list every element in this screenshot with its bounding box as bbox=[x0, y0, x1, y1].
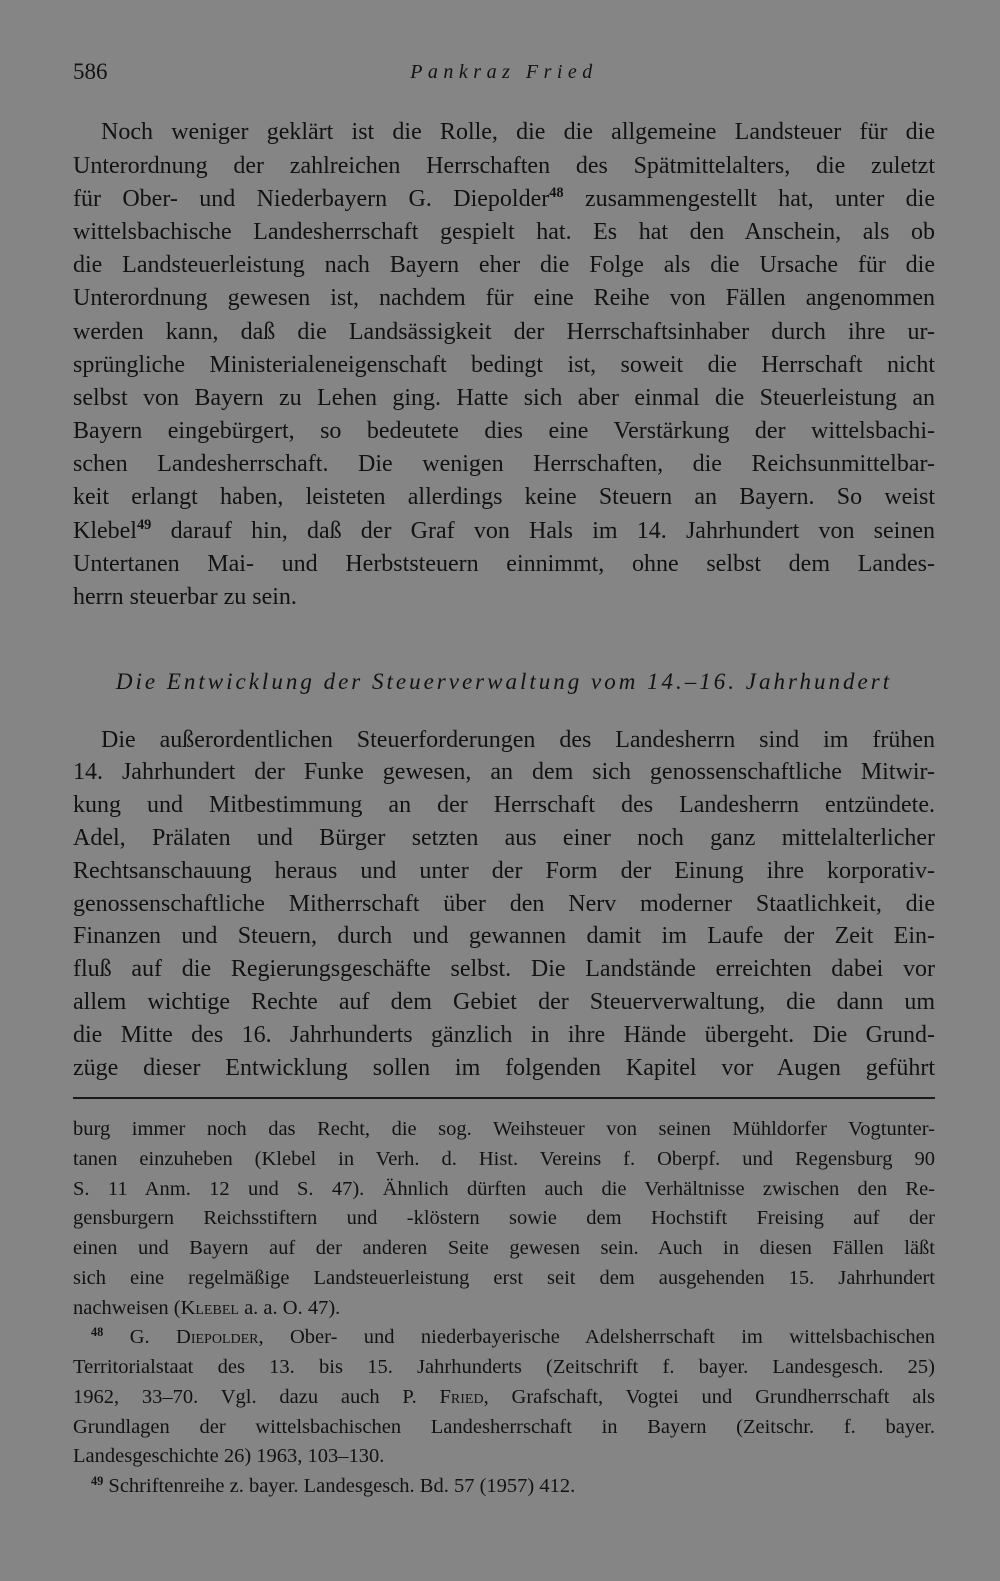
text-line: kung und Mitbestimmung an der Herrschaft des Landesherrn entzündete. bbox=[73, 792, 935, 819]
footnote-reference: 48 bbox=[549, 185, 564, 202]
text-line bbox=[73, 515, 935, 548]
text-line: Untertanen Mai- und Herbststeuern einnimmt, ohne selbst dem Landes- bbox=[73, 550, 935, 577]
text-segment: G. bbox=[103, 1326, 177, 1349]
text-segment: , Ober- und niederbayerische Adelsherrschaft im wittelsbachischen bbox=[258, 1326, 935, 1349]
footnote-reference: 49 bbox=[136, 517, 152, 534]
footnote-marker: 49 bbox=[91, 1473, 104, 1488]
text-line: Unterordnung gewesen ist, nachdem für eine Reihe von Fällen angenommen bbox=[73, 285, 935, 312]
paragraph bbox=[73, 116, 935, 614]
author-name: Diepolder bbox=[176, 1326, 259, 1349]
text-line bbox=[73, 1472, 935, 1502]
text-line: züge dieser Entwicklung sollen im folgenden Kapitel vor Augen geführt bbox=[73, 1054, 935, 1081]
text-line: selbst von Bayern zu Lehen ging. Hatte sich aber einmal die Steuerleistung an bbox=[73, 384, 935, 411]
text-segment: darauf hin, daß der Graf von Hals im 14. Jahrhundert von seinen bbox=[151, 517, 935, 544]
text-line: Territorialstaat des 13. bis 15. Jahrhunderts (Zeitschrift f. bayer. Landesgesch. 25) bbox=[73, 1356, 935, 1379]
text-line: herrn steuerbar zu sein. bbox=[73, 584, 297, 611]
text-segment: Klebel bbox=[73, 517, 137, 544]
text-line: allem wichtige Rechte auf dem Gebiet der Steuerverwaltung, die dann um bbox=[73, 988, 935, 1015]
text-line: die Mitte des 16. Jahrhunderts gänzlich in ihre Hände übergeht. Die Grund- bbox=[73, 1021, 935, 1048]
text-line bbox=[73, 1294, 935, 1324]
text-line: gensburgern Reichsstiftern und -klöstern sowie dem Hochstift Freising auf der bbox=[73, 1207, 935, 1230]
text-segment: a. a. O. 47). bbox=[238, 1296, 341, 1319]
text-line: Unterordnung der zahlreichen Herrschaften des Spätmittelalters, die zuletzt bbox=[73, 152, 935, 179]
author-name: Fried bbox=[439, 1385, 484, 1408]
paragraph bbox=[73, 724, 935, 1085]
text-line: Noch weniger geklärt ist die Rolle, die die allgemeine Landsteuer für die bbox=[101, 119, 935, 146]
text-line: burg immer noch das Recht, die sog. Weihsteuer von seinen Mühldorfer Vogtunter- bbox=[73, 1118, 935, 1141]
footnotes bbox=[73, 1115, 935, 1502]
text-line: Rechtsanschauung heraus und unter der Form der Einung ihre korporativ- bbox=[73, 857, 935, 884]
text-segment: Schriftenreihe z. bayer. Landesgesch. Bd. 57 (1957) 412. bbox=[103, 1475, 576, 1498]
text-line: Die außerordentlichen Steuerforderungen des Landesherrn sind im frühen bbox=[101, 726, 935, 753]
text-line: schen Landesherrschaft. Die wenigen Herrschaften, die Reichsunmittelbar- bbox=[73, 451, 935, 478]
text-segment: für Ober- und Niederbayern G. Diepolder bbox=[73, 185, 550, 212]
running-head: Pankraz Fried bbox=[410, 61, 598, 83]
text-line: tanen einzuheben (Klebel in Verh. d. Hist. Vereins f. Oberpf. und Regensburg 90 bbox=[73, 1147, 935, 1170]
page-number: 586 bbox=[73, 59, 108, 84]
text-line: die Landsteuerleistung nach Bayern eher die Folge als die Ursache für die bbox=[73, 252, 935, 279]
page-header bbox=[73, 56, 935, 88]
text-line: genossenschaftliche Mitherrschaft über den Nerv moderner Staatlichkeit, die bbox=[73, 890, 935, 917]
text-line: Adel, Prälaten und Bürger setzten aus einer noch ganz mittelalterlicher bbox=[73, 824, 935, 851]
text-line bbox=[73, 183, 935, 216]
text-line: einen und Bayern auf der anderen Seite gewesen sein. Auch in diesen Fällen läßt bbox=[73, 1237, 935, 1260]
footnote-49 bbox=[73, 1472, 935, 1502]
text-line: Bayern eingebürgert, so bedeutete dies eine Verstärkung der wittelsbachi- bbox=[73, 418, 935, 445]
text-segment: 1962, 33–70. Vgl. dazu auch P. bbox=[73, 1385, 440, 1408]
text-segment: zusammengestellt hat, unter die bbox=[563, 185, 935, 212]
footnote-continued bbox=[73, 1115, 935, 1323]
text-line: werden kann, daß die Landsässigkeit der Herrschaftsinhaber durch ihre ur- bbox=[73, 318, 935, 345]
footnote-marker: 48 bbox=[91, 1324, 104, 1339]
text-line bbox=[73, 1383, 935, 1413]
text-line: Landesgeschichte 26) 1963, 103–130. bbox=[73, 1445, 385, 1468]
text-segment: , Grafschaft, Vogtei und Grundherrschaft als bbox=[483, 1385, 936, 1408]
text-line: S. 11 Anm. 12 und S. 47). Ähnlich dürften auch die Verhältnisse zwischen den Re- bbox=[73, 1177, 935, 1200]
text-line: sprüngliche Ministerialeneigenschaft bedingt ist, soweit die Herrschaft nicht bbox=[73, 351, 935, 378]
footnote-48 bbox=[73, 1323, 935, 1472]
text-line: fluß auf die Regierungsgeschäfte selbst. Die Landstände erreichten dabei vor bbox=[73, 956, 935, 983]
text-segment: nachweisen ( bbox=[73, 1296, 181, 1319]
text-line: 14. Jahrhundert der Funke gewesen, an dem sich genossenschaftliche Mitwir- bbox=[73, 759, 935, 786]
text-line: Grundlagen der wittelsbachischen Landesherrschaft in Bayern (Zeitschr. f. bayer. bbox=[73, 1415, 935, 1438]
section-heading: Die Entwicklung der Steuerverwaltung vom 14.–16. Jahrhundert bbox=[115, 669, 893, 694]
footnote-rule bbox=[73, 1097, 935, 1099]
text-line: Finanzen und Steuern, durch und gewannen damit im Laufe der Zeit Ein- bbox=[73, 923, 935, 950]
author-name: Klebel bbox=[180, 1296, 239, 1319]
text-line: sich eine regelmäßige Landsteuerleistung erst seit dem ausgehenden 15. Jahrhundert bbox=[73, 1266, 935, 1289]
text-line bbox=[73, 1323, 935, 1353]
text-line: keit erlangt haben, leisteten allerdings keine Steuern an Bayern. So weist bbox=[73, 484, 935, 511]
text-line: wittelsbachische Landesherrschaft gespielt hat. Es hat den Anschein, als ob bbox=[73, 218, 935, 245]
